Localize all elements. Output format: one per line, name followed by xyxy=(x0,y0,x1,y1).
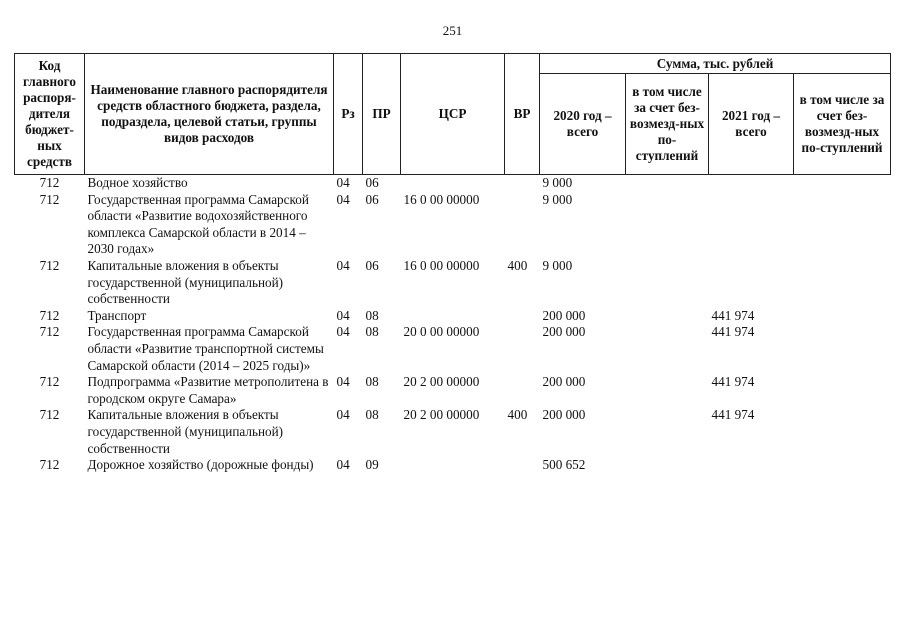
cell-rz: 04 xyxy=(336,374,350,390)
cell-code: 712 xyxy=(39,324,60,340)
cell-pr: 08 xyxy=(365,324,379,340)
cell-code: 712 xyxy=(39,191,60,207)
table-row xyxy=(15,175,891,192)
page-number: 251 xyxy=(442,23,463,38)
cell-2021-free xyxy=(794,175,891,192)
cell-2021-total xyxy=(709,192,794,258)
cell-2020-total: 200 000 xyxy=(542,307,586,323)
table-body xyxy=(15,175,891,474)
cell-pr: 08 xyxy=(365,374,379,390)
cell-2020-total: 9 000 xyxy=(542,191,573,207)
cell-2020-free xyxy=(626,308,709,325)
cell-vr xyxy=(505,324,540,374)
table-row xyxy=(15,192,891,258)
table-row xyxy=(15,407,891,457)
cell-rz: 04 xyxy=(336,191,350,207)
cell-2021-free xyxy=(794,374,891,407)
budget-table xyxy=(14,53,891,474)
header-vr: ВР xyxy=(505,54,540,175)
table-row xyxy=(15,374,891,407)
cell-rz: 04 xyxy=(336,407,350,423)
cell-2021-total xyxy=(709,457,794,474)
cell-2021-total xyxy=(709,175,794,192)
cell-pr: 06 xyxy=(365,175,379,190)
header-2021-free: в том числе за счет без-возмезд-ных по-ступлений xyxy=(794,74,891,175)
cell-name: Транспорт xyxy=(87,307,147,323)
cell-2021-total: 441 974 xyxy=(711,407,755,423)
cell-rz: 04 xyxy=(336,457,350,473)
cell-name: Государственная программа Самарской области «Развитие транспортной системы Самарской области (2014 – 2025 годы)» xyxy=(87,324,324,373)
cell-csr: 16 0 00 00000 xyxy=(403,257,480,273)
cell-csr xyxy=(401,308,505,325)
cell-vr xyxy=(505,192,540,258)
cell-rz: 04 xyxy=(336,175,350,190)
cell-pr: 08 xyxy=(365,407,379,423)
cell-2020-total: 500 652 xyxy=(542,457,586,473)
header-2020-total: 2020 год – всего xyxy=(540,74,626,175)
cell-vr xyxy=(505,374,540,407)
cell-pr: 09 xyxy=(365,457,379,473)
header-pr: ПР xyxy=(363,54,401,175)
cell-2020-total: 9 000 xyxy=(542,257,573,273)
cell-csr: 20 0 00 00000 xyxy=(403,324,480,340)
cell-name: Подпрограмма «Развитие метрополитена в городском округе Самара» xyxy=(87,374,329,406)
cell-vr: 400 xyxy=(507,407,528,423)
cell-vr xyxy=(505,175,540,192)
cell-csr xyxy=(401,457,505,474)
cell-2021-free xyxy=(794,308,891,325)
header-csr: ЦСР xyxy=(401,54,505,175)
cell-2021-total: 441 974 xyxy=(711,374,755,390)
cell-2021-free xyxy=(794,258,891,308)
table-row xyxy=(15,308,891,325)
cell-2021-free xyxy=(794,324,891,374)
header-2020-free: в том числе за счет без-возмезд-ных по-ступлений xyxy=(626,74,709,175)
cell-vr: 400 xyxy=(507,257,528,273)
cell-2020-free xyxy=(626,324,709,374)
header-2021-total: 2021 год – всего xyxy=(709,74,794,175)
cell-2020-free xyxy=(626,374,709,407)
cell-2020-free xyxy=(626,192,709,258)
table-row xyxy=(15,324,891,374)
cell-pr: 06 xyxy=(365,191,379,207)
cell-pr: 06 xyxy=(365,257,379,273)
cell-code: 712 xyxy=(39,407,60,423)
header-rz: Рз xyxy=(334,54,363,175)
cell-csr xyxy=(401,175,505,192)
cell-code: 712 xyxy=(39,307,60,323)
cell-name: Капитальные вложения в объекты государственной (муниципальной) собственности xyxy=(87,407,284,456)
cell-name: Дорожное хозяйство (дорожные фонды) xyxy=(87,457,314,473)
cell-csr: 16 0 00 00000 xyxy=(403,191,480,207)
header-code: Код главного распоря-дителя бюджет-ных средств xyxy=(15,54,85,175)
cell-2020-free xyxy=(626,258,709,308)
cell-2020-free xyxy=(626,407,709,457)
cell-rz: 04 xyxy=(336,257,350,273)
cell-2021-free xyxy=(794,457,891,474)
header-name: Наименование главного распорядителя средств областного бюджета, раздела, подраздела, целевой статьи, группы видов расходов xyxy=(85,54,334,175)
table-header xyxy=(15,54,891,175)
header-sum: Сумма, тыс. рублей xyxy=(540,54,891,74)
cell-pr: 08 xyxy=(365,307,379,323)
cell-csr: 20 2 00 00000 xyxy=(403,407,480,423)
cell-rz: 04 xyxy=(336,324,350,340)
cell-2021-free xyxy=(794,407,891,457)
cell-2020-free xyxy=(626,175,709,192)
cell-code: 712 xyxy=(39,457,60,473)
cell-name: Капитальные вложения в объекты государственной (муниципальной) собственности xyxy=(87,257,284,307)
cell-name: Государственная программа Самарской области «Развитие водохозяйственного комплекса Самарской области в 2014 – 2030 годах» xyxy=(87,191,309,257)
cell-2020-free xyxy=(626,457,709,474)
cell-2020-total: 200 000 xyxy=(542,324,586,340)
cell-code: 712 xyxy=(39,175,60,190)
table-row xyxy=(15,457,891,474)
cell-2020-total: 9 000 xyxy=(542,175,573,190)
cell-2021-free xyxy=(794,192,891,258)
cell-2021-total xyxy=(709,258,794,308)
cell-name: Водное хозяйство xyxy=(87,175,188,190)
cell-2021-total: 441 974 xyxy=(711,324,755,340)
cell-2021-total: 441 974 xyxy=(711,307,755,323)
cell-csr: 20 2 00 00000 xyxy=(403,374,480,390)
cell-vr xyxy=(505,457,540,474)
cell-code: 712 xyxy=(39,374,60,390)
cell-code: 712 xyxy=(39,257,60,273)
cell-rz: 04 xyxy=(336,307,350,323)
cell-vr xyxy=(505,308,540,325)
table-row xyxy=(15,258,891,308)
cell-2020-total: 200 000 xyxy=(542,374,586,390)
cell-2020-total: 200 000 xyxy=(542,407,586,423)
